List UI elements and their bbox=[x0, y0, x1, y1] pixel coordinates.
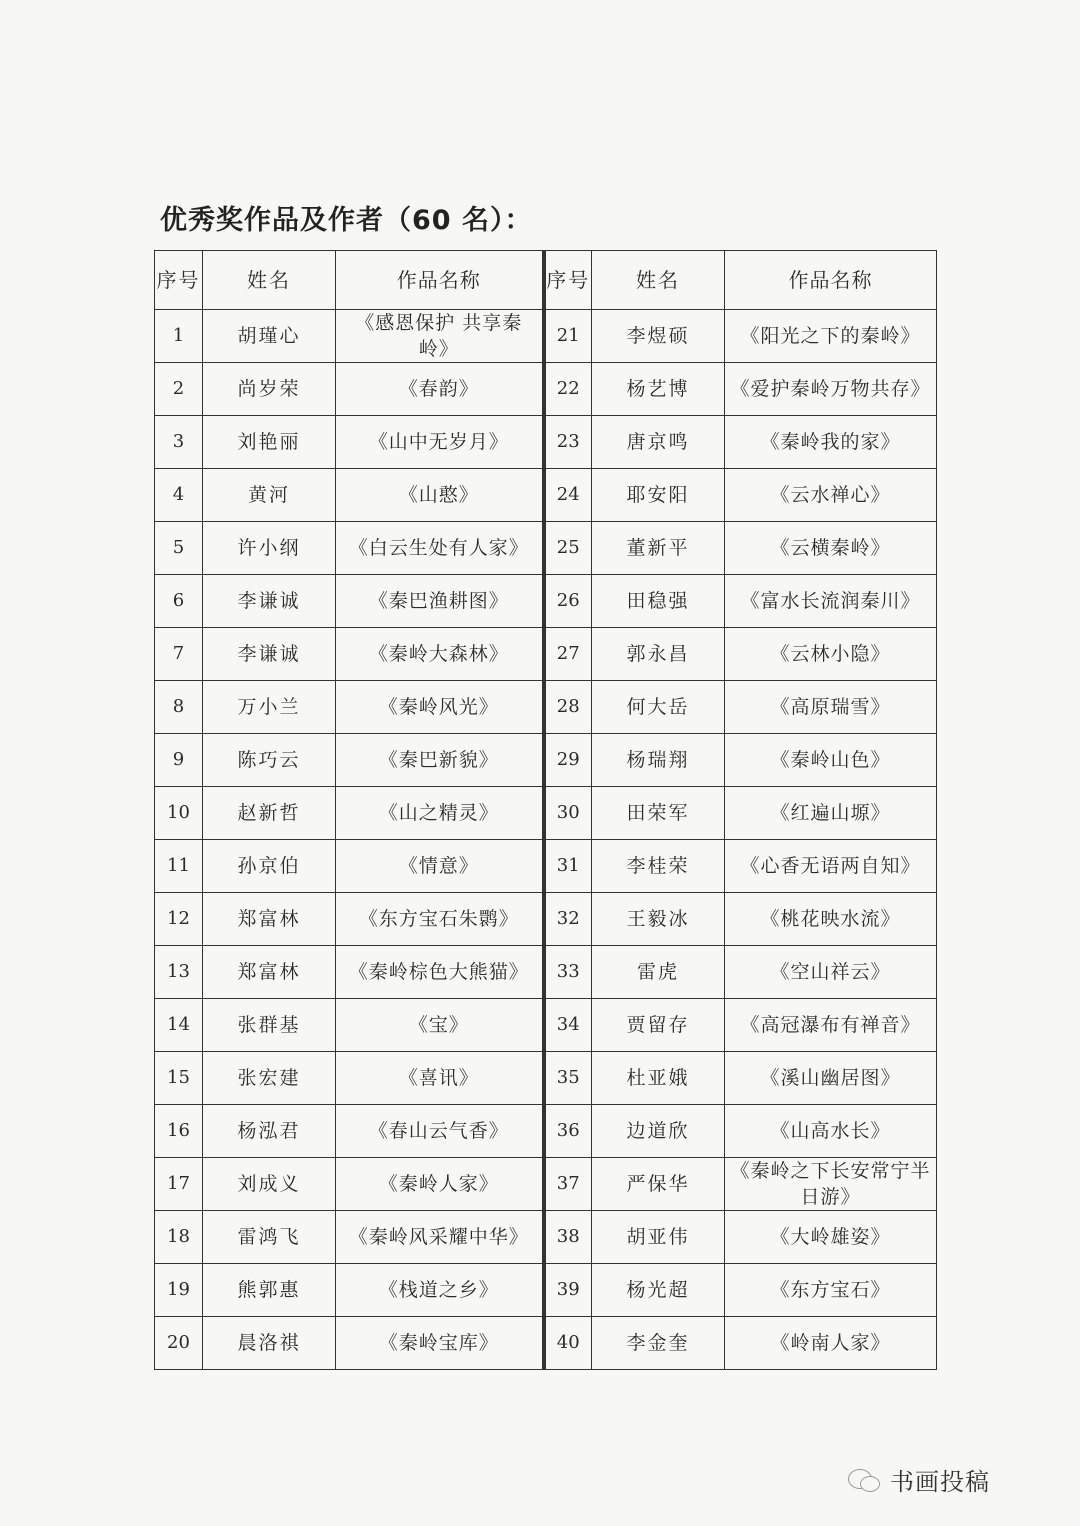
entry-work: 《桃花映水流》 bbox=[725, 893, 937, 946]
entry-name: 杨泓君 bbox=[203, 1105, 336, 1158]
entry-name: 黄河 bbox=[203, 469, 336, 522]
entry-name: 严保华 bbox=[592, 1158, 725, 1211]
entry-name: 王毅冰 bbox=[592, 893, 725, 946]
table-row bbox=[155, 363, 937, 416]
entry-number: 1 bbox=[155, 310, 203, 363]
entry-name: 杨瑞翔 bbox=[592, 734, 725, 787]
entry-number: 10 bbox=[155, 787, 203, 840]
entry-number: 14 bbox=[155, 999, 203, 1052]
entry-number: 30 bbox=[544, 787, 592, 840]
table-row bbox=[155, 628, 937, 681]
entry-work: 《秦岭风采耀中华》 bbox=[336, 1211, 544, 1264]
entry-number: 5 bbox=[155, 522, 203, 575]
entry-work: 《溪山幽居图》 bbox=[725, 1052, 937, 1105]
entry-work: 《秦岭我的家》 bbox=[725, 416, 937, 469]
entry-work: 《秦岭宝库》 bbox=[336, 1317, 544, 1370]
watermark bbox=[848, 1462, 990, 1497]
entry-number: 35 bbox=[544, 1052, 592, 1105]
header-work: 作品名称 bbox=[336, 251, 544, 310]
entry-number: 40 bbox=[544, 1317, 592, 1370]
entry-work: 《感恩保护 共享秦岭》 bbox=[336, 310, 544, 363]
entry-work: 《空山祥云》 bbox=[725, 946, 937, 999]
entry-number: 9 bbox=[155, 734, 203, 787]
entry-name: 胡瑾心 bbox=[203, 310, 336, 363]
table-row bbox=[155, 575, 937, 628]
entry-work: 《心香无语两自知》 bbox=[725, 840, 937, 893]
page-title: 优秀奖作品及作者（60 名）： bbox=[160, 205, 533, 236]
entry-name: 边道欣 bbox=[592, 1105, 725, 1158]
entry-name: 董新平 bbox=[592, 522, 725, 575]
table-row bbox=[155, 787, 937, 840]
entry-name: 贾留存 bbox=[592, 999, 725, 1052]
entry-work: 《秦岭风光》 bbox=[336, 681, 544, 734]
entry-number: 20 bbox=[155, 1317, 203, 1370]
entry-name: 熊郭惠 bbox=[203, 1264, 336, 1317]
entry-number: 7 bbox=[155, 628, 203, 681]
table-row bbox=[155, 999, 937, 1052]
entry-name: 张群基 bbox=[203, 999, 336, 1052]
table-body bbox=[155, 310, 937, 1370]
header-work: 作品名称 bbox=[725, 251, 937, 310]
entry-name: 杜亚娥 bbox=[592, 1052, 725, 1105]
table-row bbox=[155, 681, 937, 734]
entry-number: 19 bbox=[155, 1264, 203, 1317]
entry-work: 《高原瑞雪》 bbox=[725, 681, 937, 734]
entry-name: 田荣军 bbox=[592, 787, 725, 840]
entry-name: 郑富林 bbox=[203, 946, 336, 999]
entry-work: 《白云生处有人家》 bbox=[336, 522, 544, 575]
entry-work: 《秦巴渔耕图》 bbox=[336, 575, 544, 628]
entry-name: 万小兰 bbox=[203, 681, 336, 734]
entry-work: 《喜讯》 bbox=[336, 1052, 544, 1105]
table-row bbox=[155, 1105, 937, 1158]
entry-name: 田稳强 bbox=[592, 575, 725, 628]
entry-name: 郑富林 bbox=[203, 893, 336, 946]
table-row bbox=[155, 946, 937, 999]
table-header-row bbox=[155, 251, 937, 310]
entry-work: 《宝》 bbox=[336, 999, 544, 1052]
entry-number: 3 bbox=[155, 416, 203, 469]
entry-number: 22 bbox=[544, 363, 592, 416]
entry-work: 《云林小隐》 bbox=[725, 628, 937, 681]
table-row bbox=[155, 310, 937, 363]
entry-name: 李谦诚 bbox=[203, 575, 336, 628]
entry-number: 18 bbox=[155, 1211, 203, 1264]
entry-number: 34 bbox=[544, 999, 592, 1052]
header-seq: 序号 bbox=[544, 251, 592, 310]
entry-name: 刘艳丽 bbox=[203, 416, 336, 469]
table-row bbox=[155, 522, 937, 575]
entry-number: 39 bbox=[544, 1264, 592, 1317]
entry-number: 31 bbox=[544, 840, 592, 893]
entry-name: 晨洛祺 bbox=[203, 1317, 336, 1370]
entry-work: 《云水禅心》 bbox=[725, 469, 937, 522]
entry-number: 17 bbox=[155, 1158, 203, 1211]
table-row bbox=[155, 1264, 937, 1317]
table-row bbox=[155, 1211, 937, 1264]
entry-work: 《山之精灵》 bbox=[336, 787, 544, 840]
entry-work: 《情意》 bbox=[336, 840, 544, 893]
entry-work: 《秦岭大森林》 bbox=[336, 628, 544, 681]
entry-work: 《爱护秦岭万物共存》 bbox=[725, 363, 937, 416]
table-row bbox=[155, 1317, 937, 1370]
entry-work: 《秦岭人家》 bbox=[336, 1158, 544, 1211]
entry-number: 15 bbox=[155, 1052, 203, 1105]
header-name: 姓名 bbox=[203, 251, 336, 310]
entry-name: 杨艺博 bbox=[592, 363, 725, 416]
entry-name: 唐京鸣 bbox=[592, 416, 725, 469]
entry-name: 雷鸿飞 bbox=[203, 1211, 336, 1264]
entry-name: 赵新哲 bbox=[203, 787, 336, 840]
entry-number: 26 bbox=[544, 575, 592, 628]
entry-work: 《云横秦岭》 bbox=[725, 522, 937, 575]
entry-work: 《高冠瀑布有禅音》 bbox=[725, 999, 937, 1052]
entry-work: 《山憨》 bbox=[336, 469, 544, 522]
table-row bbox=[155, 734, 937, 787]
entry-number: 4 bbox=[155, 469, 203, 522]
entry-number: 6 bbox=[155, 575, 203, 628]
entry-name: 胡亚伟 bbox=[592, 1211, 725, 1264]
entry-name: 李金奎 bbox=[592, 1317, 725, 1370]
wechat-icon bbox=[848, 1467, 882, 1493]
entry-name: 尚岁荣 bbox=[203, 363, 336, 416]
entry-number: 33 bbox=[544, 946, 592, 999]
entry-work: 《春韵》 bbox=[336, 363, 544, 416]
entry-name: 雷虎 bbox=[592, 946, 725, 999]
entry-work: 《春山云气香》 bbox=[336, 1105, 544, 1158]
table-row bbox=[155, 893, 937, 946]
entry-number: 29 bbox=[544, 734, 592, 787]
entry-number: 13 bbox=[155, 946, 203, 999]
entry-name: 李桂荣 bbox=[592, 840, 725, 893]
header-name: 姓名 bbox=[592, 251, 725, 310]
entry-work: 《富水长流润秦川》 bbox=[725, 575, 937, 628]
entry-number: 32 bbox=[544, 893, 592, 946]
entry-work: 《东方宝石朱鹮》 bbox=[336, 893, 544, 946]
header-seq: 序号 bbox=[155, 251, 203, 310]
table-row bbox=[155, 840, 937, 893]
entry-name: 孙京伯 bbox=[203, 840, 336, 893]
entry-work: 《山中无岁月》 bbox=[336, 416, 544, 469]
entry-number: 37 bbox=[544, 1158, 592, 1211]
entry-work: 《秦岭之下长安常宁半日游》 bbox=[725, 1158, 937, 1211]
entry-work: 《山高水长》 bbox=[725, 1105, 937, 1158]
entry-number: 12 bbox=[155, 893, 203, 946]
award-table bbox=[154, 250, 937, 1370]
entry-number: 24 bbox=[544, 469, 592, 522]
entry-name: 张宏建 bbox=[203, 1052, 336, 1105]
watermark-text: 书画投稿 bbox=[890, 1468, 990, 1496]
entry-name: 刘成义 bbox=[203, 1158, 336, 1211]
entry-number: 2 bbox=[155, 363, 203, 416]
entry-work: 《秦岭山色》 bbox=[725, 734, 937, 787]
entry-name: 李谦诚 bbox=[203, 628, 336, 681]
entry-number: 8 bbox=[155, 681, 203, 734]
entry-name: 陈巧云 bbox=[203, 734, 336, 787]
entry-name: 李煜硕 bbox=[592, 310, 725, 363]
entry-number: 21 bbox=[544, 310, 592, 363]
table-row bbox=[155, 1158, 937, 1211]
entry-number: 27 bbox=[544, 628, 592, 681]
table-row bbox=[155, 469, 937, 522]
entry-name: 郭永昌 bbox=[592, 628, 725, 681]
entry-work: 《阳光之下的秦岭》 bbox=[725, 310, 937, 363]
entry-work: 《大岭雄姿》 bbox=[725, 1211, 937, 1264]
entry-number: 36 bbox=[544, 1105, 592, 1158]
entry-name: 许小纲 bbox=[203, 522, 336, 575]
entry-number: 38 bbox=[544, 1211, 592, 1264]
entry-number: 16 bbox=[155, 1105, 203, 1158]
entry-number: 23 bbox=[544, 416, 592, 469]
entry-name: 杨光超 bbox=[592, 1264, 725, 1317]
entry-number: 11 bbox=[155, 840, 203, 893]
entry-work: 《秦岭棕色大熊猫》 bbox=[336, 946, 544, 999]
table-row bbox=[155, 416, 937, 469]
entry-work: 《东方宝石》 bbox=[725, 1264, 937, 1317]
entry-name: 耶安阳 bbox=[592, 469, 725, 522]
entry-name: 何大岳 bbox=[592, 681, 725, 734]
entry-work: 《秦巴新貌》 bbox=[336, 734, 544, 787]
entry-work: 《栈道之乡》 bbox=[336, 1264, 544, 1317]
entry-number: 25 bbox=[544, 522, 592, 575]
table-row bbox=[155, 1052, 937, 1105]
entry-number: 28 bbox=[544, 681, 592, 734]
entry-work: 《岭南人家》 bbox=[725, 1317, 937, 1370]
entry-work: 《红遍山塬》 bbox=[725, 787, 937, 840]
